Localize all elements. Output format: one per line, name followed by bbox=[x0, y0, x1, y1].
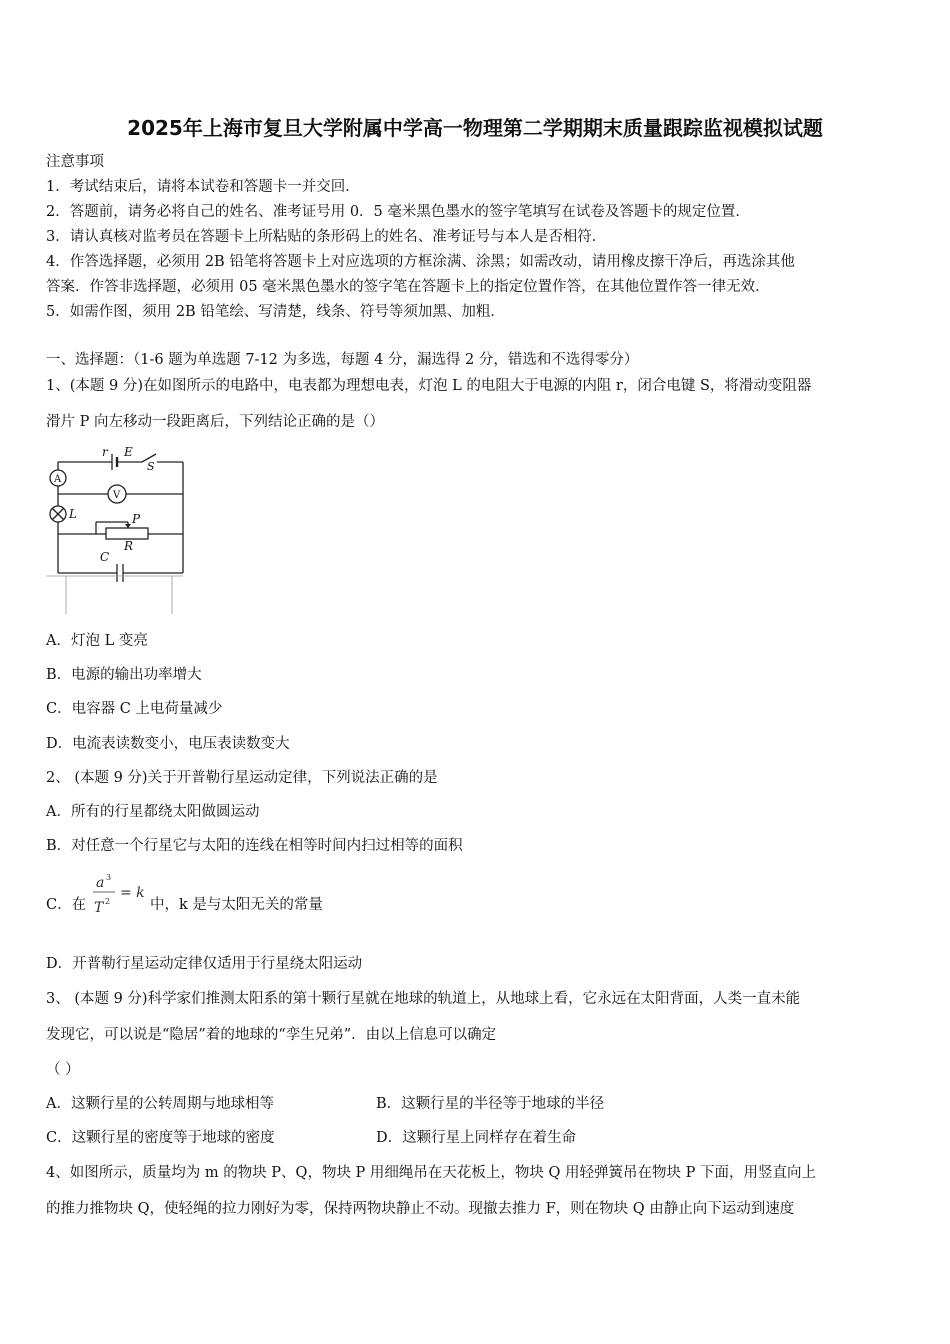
q3-option-b: B．这颗行星的半径等于地球的半径 bbox=[376, 1096, 605, 1112]
q1-option-b: B．电源的输出功率增大 bbox=[46, 667, 202, 683]
q1-option-d: D．电流表读数变小，电压表读数变大 bbox=[46, 736, 290, 752]
q1-option-a: A．灯泡 L 变亮 bbox=[46, 633, 148, 649]
exam-title: 2025年上海市复旦大学附属中学高一物理第二学期期末质量跟踪监视模拟试题 bbox=[127, 116, 823, 140]
formula-num-exp: 3 bbox=[106, 873, 112, 882]
label-A: A bbox=[54, 474, 62, 485]
q2-option-c-prefix: C．在 bbox=[46, 897, 87, 913]
formula-rhs: = k bbox=[120, 885, 145, 901]
q3-stem-line1: 3、 (本题 9 分)科学家们推测太阳系的第十颗行星就在地球的轨道上，从地球上看，它永远在太阳背面，人类一直未能 bbox=[46, 991, 801, 1007]
label-C: C bbox=[100, 550, 110, 564]
notice-heading: 注意事项 bbox=[46, 154, 104, 170]
q2-option-d: D．开普勒行星运动定律仅适用于行星绕太阳运动 bbox=[46, 956, 363, 972]
q4-stem-line2: 的推力推物块 Q，使轻绳的拉力刚好为零，保持两物块静止不动。现撤去推力 F，则在物块 Q 由静止向下运动到速度 bbox=[46, 1201, 795, 1217]
q1-option-c: C．电容器 C 上电荷量减少 bbox=[46, 701, 223, 717]
label-S: S bbox=[147, 460, 155, 473]
label-L: L bbox=[69, 507, 77, 521]
q1-stem-line2: 滑片 P 向左移动一段距离后，下列结论正确的是（） bbox=[46, 414, 384, 430]
q3-option-c: C．这颗行星的密度等于地球的密度 bbox=[46, 1130, 275, 1146]
q3-option-d: D．这颗行星上同样存在着生命 bbox=[376, 1130, 577, 1146]
section-heading: 一、选择题：（1-6 题为单选题 7-12 为多选，每题 4 分，漏选得 2 分，错选和不选得零分） bbox=[46, 352, 639, 368]
notice-item-3: 3．请认真核对监考员在答题卡上所粘贴的条形码上的姓名、准考证号与本人是否相符． bbox=[46, 229, 607, 245]
label-R: R bbox=[124, 539, 134, 553]
q2-option-c-suffix: 中，k 是与太阳无关的常量 bbox=[150, 897, 323, 913]
q4-stem-line1: 4、如图所示，质量均为 m 的物块 P、Q，物块 P 用细绳吊在天花板上，物块 Q 用轻弹簧吊在物块 P 下面，用竖直向上 bbox=[46, 1165, 816, 1181]
q3-paren: （ ） bbox=[46, 1062, 80, 1078]
q2-option-b: B．对任意一个行星它与太阳的连线在相等时间内扫过相等的面积 bbox=[46, 838, 463, 854]
kepler-formula bbox=[88, 870, 150, 920]
notice-item-5: 5．如需作图，须用 2B 铅笔绘、写清楚，线条、符号等须加黑、加粗． bbox=[46, 304, 505, 320]
formula-den-exp: 2 bbox=[105, 897, 111, 906]
q3-option-a: A．这颗行星的公转周期与地球相等 bbox=[46, 1096, 274, 1112]
label-P: P bbox=[132, 512, 141, 526]
circuit-diagram bbox=[44, 444, 189, 616]
formula-num: a bbox=[96, 875, 105, 891]
q2-option-a: A．所有的行星都绕太阳做圆运动 bbox=[46, 804, 260, 820]
notice-item-1: 1．考试结束后，请将本试卷和答题卡一并交回． bbox=[46, 179, 360, 195]
notice-item-4-cont: 答案．作答非选择题，必须用 05 毫米黑色墨水的签字笔在答题卡上的指定位置作答，在其他位置作答一律无效． bbox=[46, 279, 770, 295]
label-r: r bbox=[102, 445, 108, 459]
notice-item-4: 4．作答选择题，必须用 2B 铅笔将答题卡上对应选项的方框涂满、涂黑；如需改动，请用橡皮擦干净后，再选涂其他 bbox=[46, 254, 795, 270]
q2-stem: 2、 (本题 9 分)关于开普勒行星运动定律，下列说法正确的是 bbox=[46, 770, 438, 786]
label-E: E bbox=[124, 445, 133, 459]
label-V: V bbox=[113, 490, 121, 501]
q3-stem-line2: 发现它，可以说是“隐居”着的地球的“孪生兄弟”．由以上信息可以确定 bbox=[46, 1027, 497, 1043]
notice-item-2: 2．答题前，请务必将自己的姓名、准考证号用 0．5 毫米黑色墨水的签字笔填写在试卷及答题卡的规定位置． bbox=[46, 204, 750, 220]
formula-den: T bbox=[94, 900, 104, 916]
q1-stem-line1: 1、(本题 9 分)在如图所示的电路中，电表都为理想电表，灯泡 L 的电阻大于电源的内阻 r，闭合电键 S，将滑动变阻器 bbox=[46, 378, 812, 394]
